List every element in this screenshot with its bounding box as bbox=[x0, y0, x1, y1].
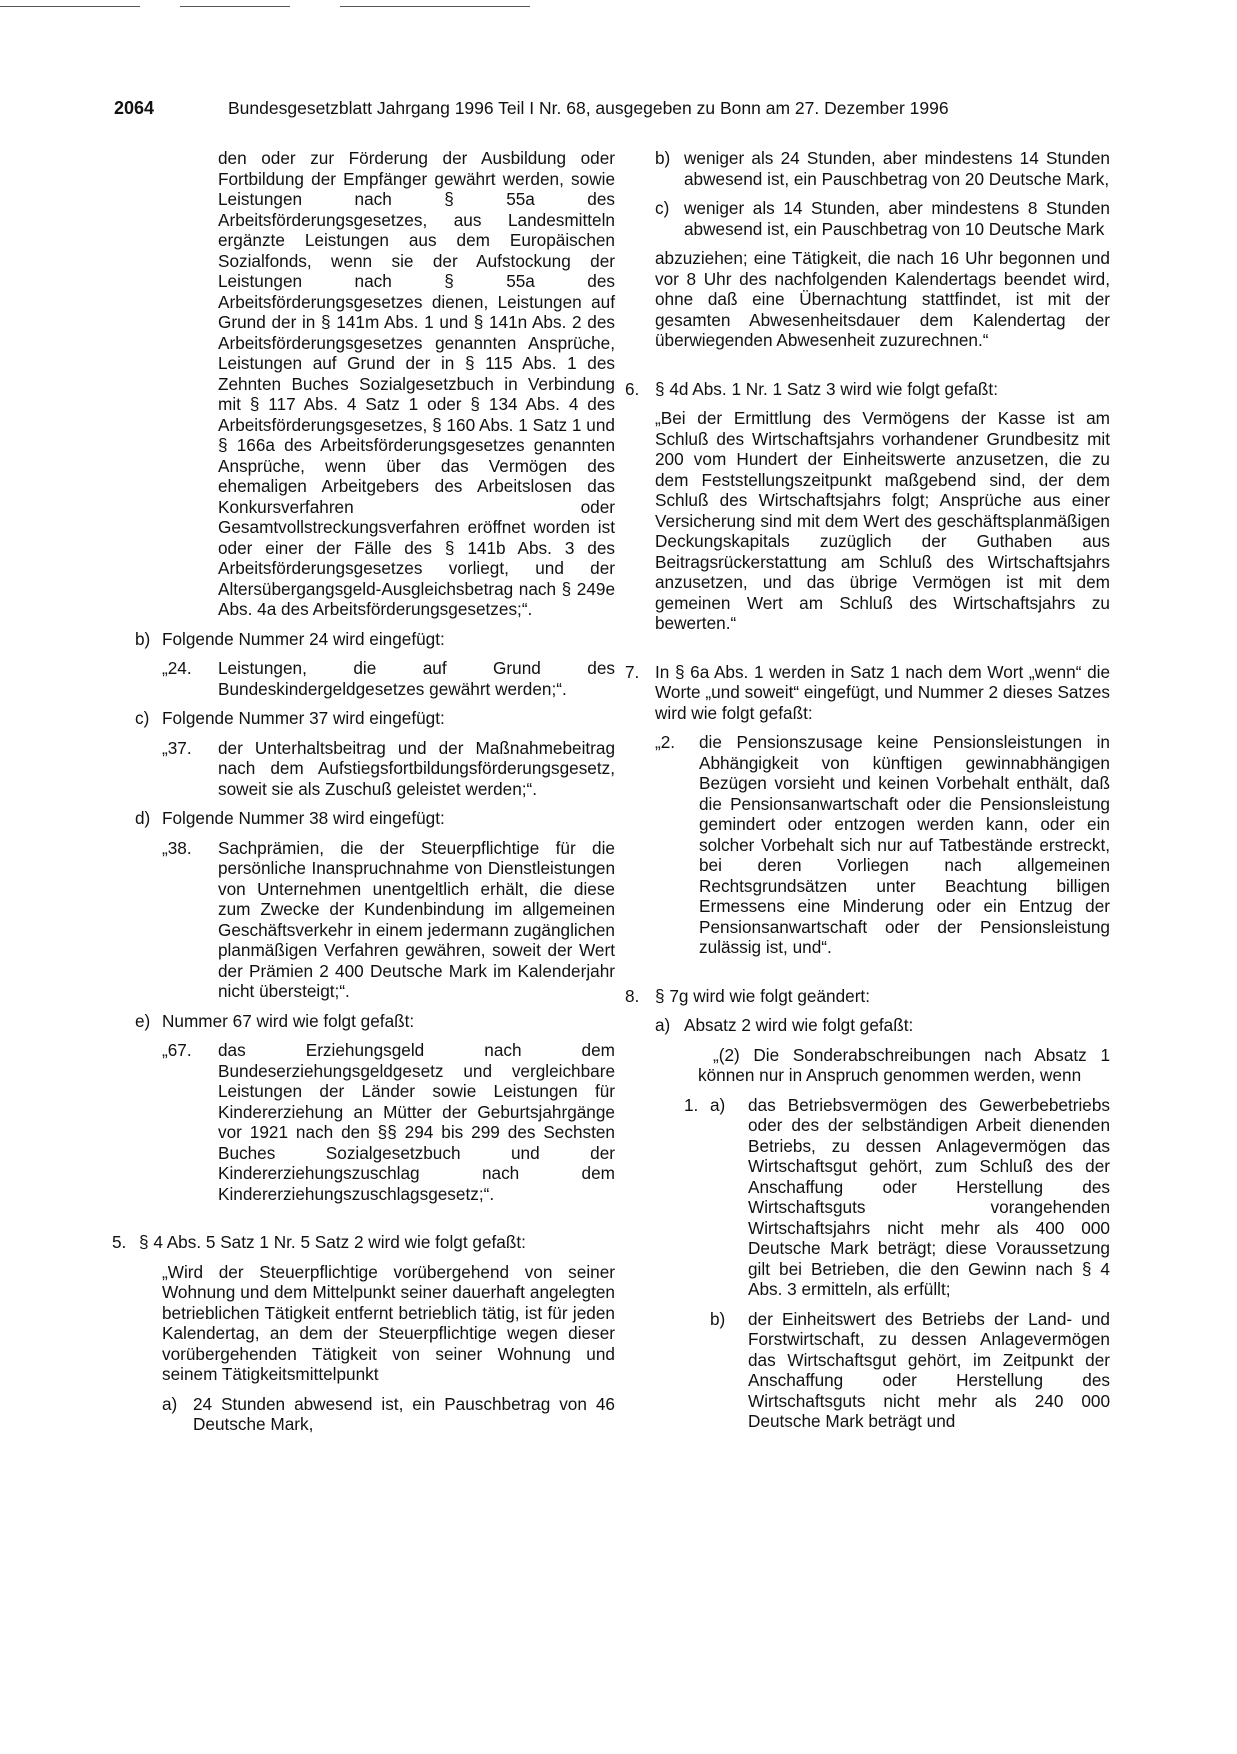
item-text: weniger als 14 Stunden, aber mindestens 8 Stunden abwesend ist, ein Pauschbetrag von 10 Deutsche Mark bbox=[684, 198, 1110, 239]
item-text: Absatz 2 wird wie folgt gefaßt: bbox=[684, 1015, 914, 1035]
section-quote: „Wird der Steuerpflichtige vorübergehend von seiner Wohnung und dem Mittelpunkt seiner dauerhaft angelegten betrieblichen Tätigkeit entfernt betrieblich tätig, ist für jeden Kalendertag, an dem der Steuerpflichtige wegen dieser vorübergehenden Tätigkeit von seiner Wohnung und seinem Tätigkeitsmittelpunkt bbox=[162, 1261, 615, 1384]
item-text: Nummer 67 wird wie folgt gefaßt: bbox=[162, 1010, 415, 1031]
list-item bbox=[684, 1309, 1110, 1432]
entry-text: der Unterhaltsbeitrag und der Maßnahmebeitrag nach dem Aufstiegsfortbildungsförderungsgesetz, soweit sie als Zuschuß geleistet werden;“. bbox=[218, 737, 615, 799]
scan-edge-line bbox=[0, 6, 140, 7]
entry-text: das Erziehungsgeld nach dem Bundeserziehungsgeldgesetz und vergleichbare Leistungen der Länder sowie Leistungen für Kindererziehung an Mütter der Geburtsjahrgänge vor 1921 nach den §§ 294 bis 299 des Sechsten Buches Sozialgesetzbuch und der Kindererziehungszuschlag nach dem Kindererziehungszuschlagsgesetz;“. bbox=[218, 1040, 615, 1204]
item-text: der Einheitswert des Betriebs der Land- und Forstwirtschaft, zu dessen Anlagevermögen das Wirtschaftsgut gehört, im Zeitpunkt der Anschaffung oder Herstellung des Wirtschaftsguts nicht mehr als 240 000 Deutsche Mark beträgt und bbox=[748, 1308, 1110, 1431]
list-item bbox=[655, 148, 1110, 189]
section-5 bbox=[112, 1232, 615, 1253]
entry-number: „24. bbox=[162, 658, 192, 678]
entry-text: Leistungen, die auf Grund des Bundeskindergeldgesetzes gewährt werden;“. bbox=[218, 658, 615, 699]
list-item bbox=[135, 629, 615, 650]
item-label: d) bbox=[135, 808, 151, 828]
section-heading: § 4 Abs. 5 Satz 1 Nr. 5 Satz 2 wird wie folgt gefaßt: bbox=[139, 1232, 526, 1252]
list-item bbox=[135, 708, 615, 729]
item-number: 1. bbox=[684, 1094, 699, 1115]
quoted-entry bbox=[135, 838, 615, 1002]
item-text: Folgende Nummer 37 wird eingefügt: bbox=[162, 708, 445, 728]
quoted-entry bbox=[135, 1040, 615, 1204]
left-column bbox=[112, 148, 615, 1435]
gazette-title: Bundesgesetzblatt Jahrgang 1996 Teil I Nr. 68, ausgegeben zu Bonn am 27. Dezember 1996 bbox=[228, 98, 949, 118]
closing-paragraph: abzuziehen; eine Tätigkeit, die nach 16 Uhr begonnen und vor 8 Uhr des nachfolgenden Kalendertags beendet wird, ohne daß eine Übernachtung stattfindet, ist mit der gesamten Abwesenheitsdauer dem Kalendertag der überwiegenden Abwesenheit zuzurechnen.“ bbox=[655, 248, 1110, 350]
section-heading: In § 6a Abs. 1 werden in Satz 1 nach dem Wort „wenn“ die Worte „und soweit“ eingefügt, und Nummer 2 dieses Satzes wird wie folgt gefaßt: bbox=[655, 661, 1110, 723]
continued-paragraph: den oder zur Förderung der Ausbildung oder Fortbildung der Empfänger gewährt werden, sowie Leistungen nach § 55a des Arbeitsförderungsgesetzes, aus Landesmitteln ergänzte Leistungen aus dem Europäischen Sozialfonds, wenn sie der Aufstockung der Leistungen nach § 55a des Arbeitsförderungsgesetzes dienen, Leistungen auf Grund der in § 141m Abs. 1 und § 141n Abs. 2 des Arbeitsförderungsgesetzes genannten Ansprüche, Leistungen auf Grund der in § 115 Abs. 1 des Zehnten Buches Sozialgesetzbuch in Verbindung mit § 117 Abs. 4 Satz 1 oder § 134 Abs. 4 des Arbeitsförderungsgesetzes, § 160 Abs. 1 Satz 1 und § 166a des Arbeitsförderungsgesetzes genannten Ansprüche, wenn über das Vermögen des ehemaligen Arbeitgebers des Arbeitslosen das Konkursverfahren oder Gesamtvollstreckungsverfahren eröffnet worden ist oder einer der Fälle des § 141b Abs. 3 des Arbeitsförderungsgesetzes vorliegt, und der Altersübergangsgeld-Ausgleichsbetrag nach § 249e Abs. 4a des Arbeitsförderungsgesetzes;“. bbox=[218, 148, 615, 619]
section-8 bbox=[625, 986, 1110, 1007]
item-label: b) bbox=[655, 148, 671, 168]
list-item bbox=[135, 1011, 615, 1032]
item-text: Folgende Nummer 38 wird eingefügt: bbox=[162, 808, 445, 828]
item-label: c) bbox=[135, 708, 150, 728]
section-number: 6. bbox=[625, 378, 640, 399]
list-item bbox=[655, 198, 1110, 239]
quoted-entry bbox=[135, 738, 615, 800]
item-text: Folgende Nummer 24 wird eingefügt: bbox=[162, 628, 445, 649]
quoted-entry bbox=[135, 658, 615, 699]
item-label: a) bbox=[655, 1015, 671, 1035]
quoted-entry bbox=[655, 732, 1110, 958]
section-number: 8. bbox=[625, 985, 640, 1006]
section-number: 5. bbox=[112, 1232, 127, 1252]
section-6 bbox=[625, 379, 1110, 400]
page-number: 2064 bbox=[114, 98, 155, 118]
entry-number: „38. bbox=[162, 837, 192, 858]
section-heading: § 7g wird wie folgt geändert: bbox=[655, 985, 870, 1006]
item-text: weniger als 24 Stunden, aber mindestens 14 Stunden abwesend ist, ein Pauschbetrag von 20 Deutsche Mark, bbox=[684, 148, 1110, 189]
section-quote: „(2) Die Sonderabschreibungen nach Absatz 1 können nur in Anspruch genommen werden, wenn bbox=[698, 1044, 1110, 1085]
scan-edge-line bbox=[340, 6, 530, 7]
entry-number: „2. bbox=[655, 732, 676, 752]
section-number: 7. bbox=[625, 661, 640, 682]
item-label: a) bbox=[710, 1094, 726, 1115]
list-item bbox=[135, 1394, 615, 1435]
right-column bbox=[625, 148, 1110, 1432]
entry-number: „37. bbox=[162, 737, 192, 758]
scan-edge-line bbox=[180, 6, 290, 7]
section-quote: „Bei der Ermittlung des Vermögens der Kasse ist am Schluß des Wirtschaftsjahrs vorhandener Grundbesitz mit 200 vom Hundert der Einheitswerte anzusetzen, die zu dem Feststellungszeitpunkt maßgebend sind, der dem Schluß des Wirtschaftsjahrs folgt; Ansprüche aus einer Versicherung sind mit dem Wert des geschäftsplanmäßigen Deckungskapitals zuzüglich der Guthaben aus Beitragsrückerstattung am Schluß des Wirtschaftsjahrs anzusetzen, und das übrige Vermögen ist mit dem gemeinen Wert am Schluß des Wirtschaftsjahrs zu bewerten.“ bbox=[655, 408, 1110, 633]
section-7 bbox=[625, 662, 1110, 724]
item-label: c) bbox=[655, 198, 670, 218]
list-item bbox=[655, 1015, 1110, 1036]
list-item bbox=[135, 808, 615, 829]
entry-text: die Pensionszusage keine Pensionsleistungen in Abhängigkeit von künftigen gewinnabhängigen Bezügen vorsieht und keinen Vorbehalt enthält, daß die Pensionsanwartschaft oder die Pensionsleistung gemindert oder entzogen werden kann, oder ein solcher Vorbehalt sich nur auf Tatbestände erstreckt, bei deren Vorliegen nach allgemeinen Rechtsgrundsätzen unter Beachtung billigen Ermessens eine Minderung oder ein Entzug der Pensionsanwartschaft oder der Pensionsleistung zulässig ist, und“. bbox=[699, 732, 1110, 957]
page-header bbox=[114, 98, 1014, 119]
item-label: a) bbox=[162, 1393, 178, 1414]
item-text: 24 Stunden abwesend ist, ein Pauschbetrag von 46 Deutsche Mark, bbox=[193, 1393, 615, 1434]
numbered-item-1 bbox=[684, 1095, 1110, 1300]
entry-text: Sachprämien, die der Steuerpflichtige für die persönliche Inanspruchnahme von Dienstleistungen von Unternehmen unentgeltlich erhält, die diese zum Zwecke der Kundenbindung im allgemeinen Geschäftsverkehr in einem jedermann zugänglichen planmäßigen Verfahren gewähren, soweit der Wert der Prämien 2 400 Deutsche Mark im Kalenderjahr nicht übersteigt;“. bbox=[218, 837, 615, 1001]
entry-number: „67. bbox=[162, 1040, 192, 1060]
section-heading: § 4d Abs. 1 Nr. 1 Satz 3 wird wie folgt gefaßt: bbox=[655, 378, 998, 399]
item-label: e) bbox=[135, 1010, 151, 1031]
item-text: das Betriebsvermögen des Gewerbebetriebs oder des der selbständigen Arbeit dienenden Betriebs, zu dessen Anlagevermögen das Wirtschaftsgut gehört, zum Schluß des der Anschaffung oder Herstellung des Wirtschaftsguts vorangehenden Wirtschaftsjahrs nicht mehr als 400 000 Deutsche Mark beträgt; diese Voraussetzung gilt bei Betrieben, die den Gewinn nach § 4 Abs. 3 ermitteln, als erfüllt; bbox=[748, 1094, 1110, 1299]
item-label: b) bbox=[710, 1308, 726, 1329]
item-label: b) bbox=[135, 628, 151, 649]
